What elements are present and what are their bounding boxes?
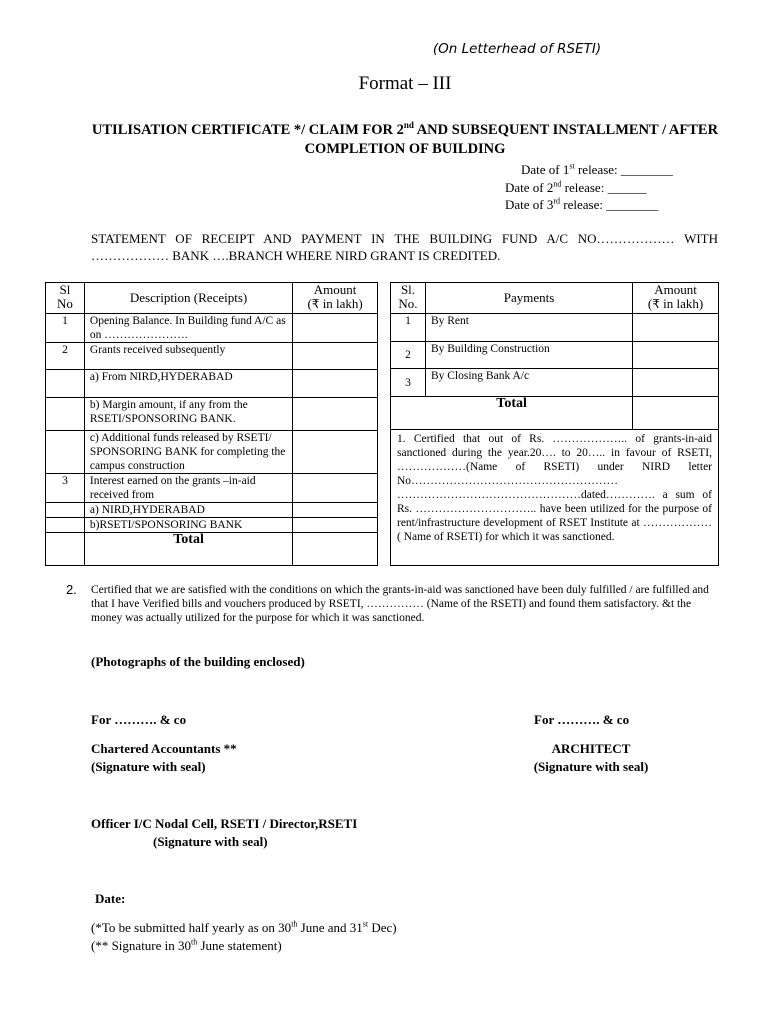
- date-label: Date:: [95, 891, 126, 906]
- column-header-amount: Amount (₹ in lakh): [293, 283, 378, 314]
- statement-heading: STATEMENT OF RECEIPT AND PAYMENT IN THE BUILDING FUND A/C NO……………… WITH ……………… BANK ….BRANCH WHERE NIRD GRANT IS CREDITED.: [91, 231, 718, 263]
- officer-title: Officer I/C Nodal Cell, RSETI / Director,RSETI: [91, 816, 358, 831]
- rupee-icon: ₹: [311, 297, 320, 311]
- total-row: [391, 397, 719, 430]
- table-header-row: [391, 283, 719, 314]
- column-header-sl: Sl No: [46, 283, 85, 314]
- letterhead-note: (On Letterhead of RSETI): [432, 41, 602, 57]
- footnote-1: (*To be submitted half yearly as on 30th June and 31st Dec): [91, 919, 397, 935]
- rupee-icon: ₹: [652, 297, 660, 311]
- amount-cell: [293, 503, 378, 518]
- format-label: Format – III: [358, 73, 452, 94]
- amount-cell: [293, 518, 378, 533]
- table-header-row: [46, 283, 378, 314]
- table-row: 3 Interest earned on the grants –in-aid received from: [46, 474, 378, 503]
- table-row: a) NIRD,HYDERABAD: [46, 503, 378, 518]
- ca-for-line: For ………. & co: [91, 712, 187, 727]
- ca-title: Chartered Accountants **: [91, 741, 237, 756]
- amount-cell: [293, 474, 378, 503]
- release-date-2: Date of 2nd release: ______: [505, 179, 647, 195]
- amount-cell: [293, 398, 378, 431]
- ca-signature-block: [91, 740, 237, 776]
- release-date-1: Date of 1st release: ________: [521, 161, 673, 177]
- architect-signature-block: [520, 740, 662, 776]
- paragraph-text: Certified that we are satisfied with the conditions on which the grants-in-aid was sanctioned have been duly fulfilled / are fulfilled and that I have Verified bills and vouchers produced by RSETI, …………… (Name of the RSETI) and found them satisfactory. &t the money was actually utilized for the purpose for which it was sanctioned.: [91, 584, 709, 624]
- certificate-row: [391, 430, 719, 566]
- paragraph-number: 2.: [66, 582, 77, 597]
- amount-cell: [293, 431, 378, 474]
- table-row: b)RSETI/SPONSORING BANK: [46, 518, 378, 533]
- receipts-table: [45, 282, 378, 566]
- table-row: b) Margin amount, if any from the RSETI/SPONSORING BANK.: [46, 398, 378, 431]
- amount-cell: [633, 314, 719, 342]
- officer-signature-block: [91, 815, 357, 851]
- amount-cell: [293, 343, 378, 370]
- amount-cell: [633, 369, 719, 397]
- table-row: 3 By Closing Bank A/c: [391, 369, 719, 397]
- footnote-2: (** Signature in 30th June statement): [91, 937, 282, 953]
- column-header-payments: Payments: [425, 283, 632, 314]
- footnotes: [91, 919, 397, 955]
- amount-cell: [293, 370, 378, 398]
- total-amount-cell: [633, 397, 719, 430]
- total-label: Total: [391, 397, 633, 430]
- amount-cell: [633, 342, 719, 369]
- architect-title: ARCHITECT: [551, 741, 631, 756]
- total-row: [46, 533, 378, 566]
- table-row: 2 Grants received subsequently: [46, 343, 378, 370]
- table-row: 1 Opening Balance. In Building fund A/C as on ………………….: [46, 314, 378, 343]
- ca-seal: (Signature with seal): [91, 759, 206, 774]
- table-row: 1 By Rent: [391, 314, 719, 342]
- total-label: Total: [84, 533, 292, 566]
- table-row: c) Additional funds released by RSETI/ SPONSORING BANK for completing the campus construction: [46, 431, 378, 474]
- architect-seal: (Signature with seal): [533, 759, 649, 774]
- release-date-3: Date of 3rd release: ________: [505, 196, 659, 212]
- utilisation-certificate-text: 1. Certified that out of Rs. ……………….. of grants-in-aid sanctioned during the year.20…. to 20….. in favour of RSETI, ………………(Name of RSETI) under NIRD letter No……………………………………………… …………………………………………dated…………. a sum of Rs. ………………………….. have been utilized for the purpose of rent/infrastructure development of RSET Institute at ………………( Name of RSETI) for which it was sanctioned.: [391, 430, 719, 566]
- photographs-note: (Photographs of the building enclosed): [91, 654, 305, 669]
- column-header-description: Description (Receipts): [84, 283, 292, 314]
- table-row: a) From NIRD,HYDERABAD: [46, 370, 378, 398]
- column-header-sl: Sl. No.: [391, 283, 426, 314]
- architect-for-line: For ………. & co: [534, 712, 630, 727]
- column-header-amount: Amount (₹ in lakh): [633, 283, 719, 314]
- amount-cell: [293, 314, 378, 343]
- table-row: 2 By Building Construction: [391, 342, 719, 369]
- payments-table: [390, 282, 719, 566]
- release-dates: [505, 161, 673, 214]
- total-amount-cell: [293, 533, 378, 566]
- page-title: UTILISATION CERTIFICATE */ CLAIM FOR 2nd AND SUBSEQUENT INSTALLMENT / AFTER COMPLETION OF BUILDING: [91, 120, 719, 157]
- officer-seal: (Signature with seal): [153, 834, 268, 849]
